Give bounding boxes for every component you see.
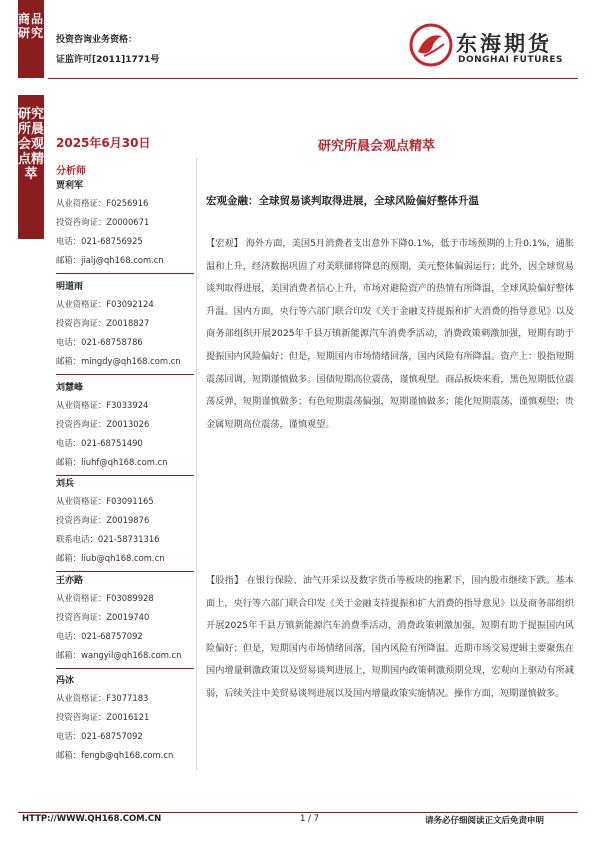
analyst-email[interactable]: 邮箱：mingdy@qh168.com.cn [56, 356, 181, 366]
analyst-consulting-id: 投资咨询证：Z0018827 [56, 318, 150, 328]
analyst-heading: 分析师 [56, 166, 86, 177]
analyst-qualification: 从业资格证：F0256916 [56, 198, 149, 208]
analyst-card [56, 573, 192, 669]
footer-divider [18, 812, 578, 813]
stock-index-label: 【股指】 [206, 575, 244, 586]
analyst-name: 刘兵 [56, 479, 75, 489]
analyst-email[interactable]: 邮箱：liub@qh168.com.cn [56, 553, 165, 563]
license-number: 证监许可[2011]1771号 [56, 55, 160, 65]
column-divider [196, 158, 197, 770]
analyst-card [56, 279, 192, 375]
analyst-consulting-id: 投资咨询证：Z0019740 [56, 612, 150, 622]
analyst-card [56, 380, 192, 476]
analyst-card [56, 673, 192, 765]
analyst-qualification: 从业资格证：F03089928 [56, 593, 154, 603]
report-type-tag-line: 萃 [24, 167, 38, 182]
analyst-email[interactable]: 邮箱：wangyil@qh168.com.cn [56, 650, 182, 660]
macro-text: 海外方面，美国5月消费者支出意外下降0.1%，低于市场预期的上升0.1%，通胀温和上升，经济数据巩固了对美联储将降息的预期，美元整体偏弱运行；此外，因全球贸易谈判取得进展，美国消费者信心上升，市场对避险资产的热情有所降温，全球风险偏好整体升温。国内方面，央行等六部门联合印发《关于金融支持提振和扩大消费的指导意见》以及商务部组织开展2025年千县万镇新能源汽车消费季活动，消费政策刺激加强，短期有助于提振国内风险偏好；但是，短期国内市场情绪回落，国内风险有所降温。资产上：股指短期震荡回调，短期谨慎做多。国债短期高位震荡，谨慎观望。商品板块来看，黑色短期低位震荡反弹，短期谨慎做多；有色短期震荡偏强，短期谨慎做多；能化短期震荡，谨慎观望；贵金属短期高位震荡，谨慎观望。 [206, 238, 575, 430]
credential-line: 投资咨询业务资格： [56, 35, 138, 45]
category-tag [18, 0, 44, 78]
analyst-phone: 联系电话：021-58731316 [56, 534, 160, 544]
macro-label: 【宏观】 [206, 238, 243, 249]
analyst-name: 刘慧峰 [56, 383, 84, 393]
analyst-divider [56, 374, 194, 375]
report-type-tag-line: 所晨 [18, 122, 45, 137]
analyst-phone: 电话：021-68757092 [56, 731, 143, 741]
analyst-card [56, 178, 192, 274]
report-type-tag-line: 研究 [18, 107, 45, 122]
analyst-phone: 电话：021-68756925 [56, 236, 143, 246]
section-title: 宏观金融：全球贸易谈判取得进展，全球风险偏好整体升温 [206, 195, 479, 207]
analyst-phone: 电话：021-68758786 [56, 337, 143, 347]
report-date: 2025年6月30日 [56, 136, 151, 150]
macro-paragraph [206, 233, 574, 436]
logo-emblem-icon [408, 22, 454, 68]
analyst-divider [56, 273, 194, 274]
page-title: 研究所晨会观点精萃 [318, 139, 436, 154]
analyst-name: 冯冰 [56, 676, 75, 686]
logo-english-name: DONGHAI FUTURES [458, 55, 563, 65]
analyst-consulting-id: 投资咨询证：Z0019876 [56, 515, 150, 525]
analyst-qualification: 从业资格证：F3033924 [56, 400, 149, 410]
page-number: 1 / 7 [300, 814, 320, 824]
analyst-name: 明道雨 [56, 282, 84, 292]
analyst-qualification: 从业资格证：F03092124 [56, 299, 154, 309]
analyst-email[interactable]: 邮箱：jialj@qh168.com.cn [56, 255, 164, 265]
analyst-consulting-id: 投资咨询证：Z0016121 [56, 712, 150, 722]
analyst-name: 王亦路 [56, 576, 84, 586]
header-divider [48, 78, 578, 79]
report-type-tag [18, 95, 44, 239]
analyst-consulting-id: 投资咨询证：Z0013026 [56, 419, 150, 429]
stock-index-text: 在银行保险、油气开采以及数字货币等板块的拖累下，国内股市继续下跌。基本面上，央行等六部门联合印发《关于金融支持提振和扩大消费的指导意见》以及商务部组织开展2025年千县万镇新能源汽车消费季活动，消费政策刺激加强，短期有助于提振国内风险偏好；但是，短期国内市场情绪回落，国内风险有所降温。近期市场交易逻辑主要聚焦在国内增量刺激政策以及贸易谈判进展上，短期国内政策刺激预期兑现，宏观向上驱动有所减弱，后续关注中美贸易谈判进展以及国内增量政策实施情况。操作方面，短期谨慎做多。 [206, 575, 575, 699]
report-type-tag-line: 会观 [18, 137, 45, 152]
analyst-qualification: 从业资格证：F3077183 [56, 693, 149, 703]
analyst-card [56, 476, 192, 572]
analyst-name: 贾利军 [56, 181, 84, 191]
analyst-consulting-id: 投资咨询证：Z0000671 [56, 217, 150, 227]
analyst-divider [56, 571, 194, 572]
category-tag-line: 研究 [18, 26, 45, 40]
report-type-tag-line: 点精 [18, 152, 45, 167]
category-tag-line: 商品 [18, 12, 45, 26]
analyst-phone: 电话：021-68751490 [56, 438, 143, 448]
logo-chinese-name: 东海期货 [456, 32, 552, 56]
analyst-qualification: 从业资格证：F03091165 [56, 496, 154, 506]
analyst-divider [56, 668, 194, 669]
analyst-email[interactable]: 邮箱：fengb@qh168.com.cn [56, 750, 174, 760]
company-logo [408, 22, 576, 70]
analyst-email[interactable]: 邮箱：liuhf@qh168.com.cn [56, 457, 168, 467]
stock-index-paragraph [206, 570, 574, 706]
analyst-phone: 电话：021-68757092 [56, 631, 143, 641]
disclaimer-notice: 请务必仔细阅读正文后免责申明 [425, 816, 545, 826]
website-link[interactable]: HTTP://WWW.QH168.COM.CN [22, 814, 162, 824]
